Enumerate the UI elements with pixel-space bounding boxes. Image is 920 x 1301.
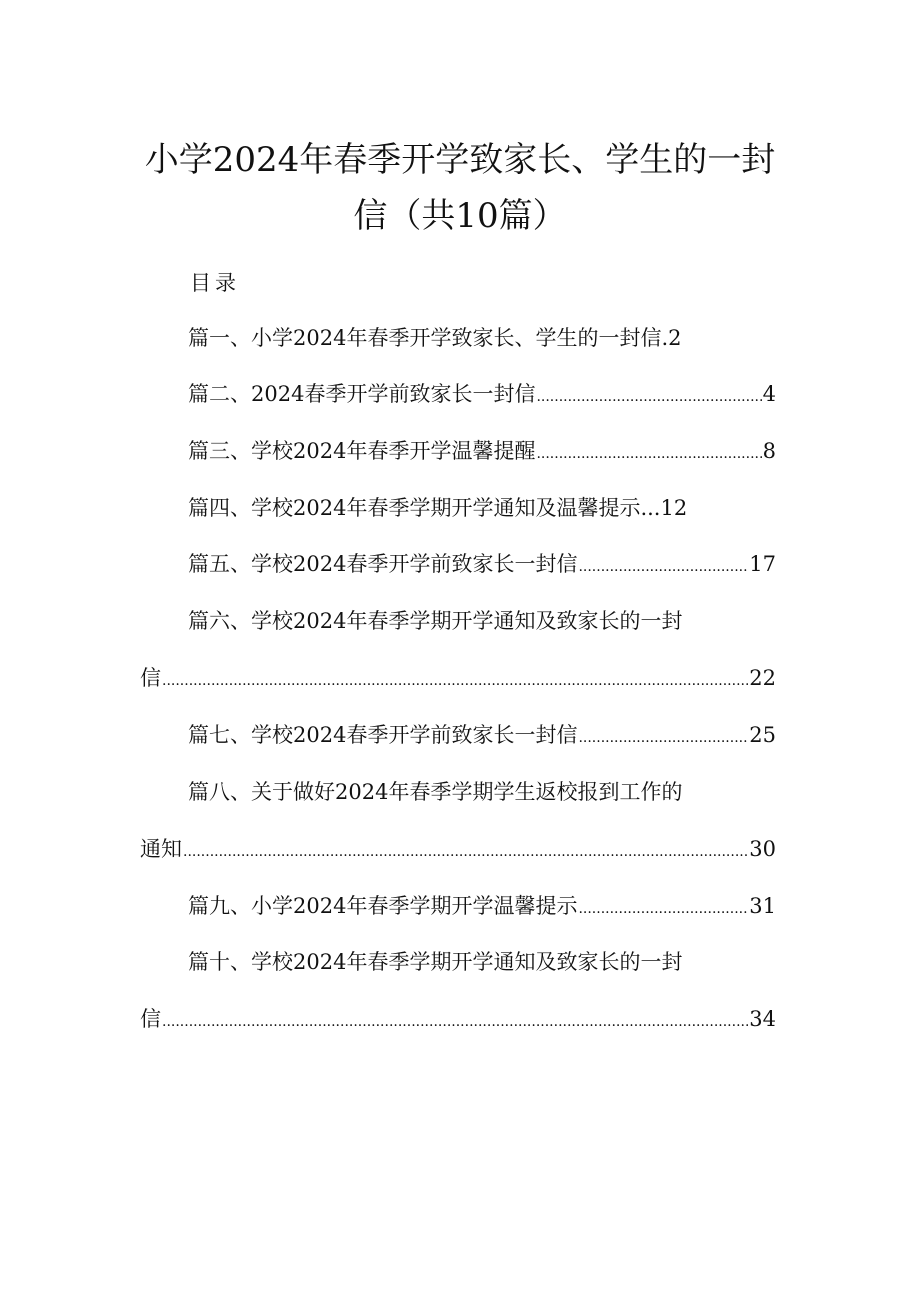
toc-dot-leader bbox=[162, 1003, 748, 1038]
toc-entry-page: 8 bbox=[762, 439, 776, 463]
toc-entry-title: 篇一、小学2024年春季开学致家长、学生的一封信 bbox=[188, 326, 662, 350]
toc-entry-page: 22 bbox=[749, 666, 776, 690]
toc-dot-leader bbox=[183, 833, 748, 868]
toc-entry-title: 篇六、学校2024年春季学期开学通知及致家长的一封 bbox=[188, 609, 683, 633]
toc-entry-page: ...12 bbox=[640, 496, 688, 520]
title-line-1: 小学2024年春季开学致家长、学生的一封 bbox=[144, 140, 776, 180]
title-line-2: 信（共10篇） bbox=[353, 196, 567, 236]
toc-dot-leader bbox=[578, 548, 748, 583]
toc-entry-4[interactable] bbox=[140, 492, 776, 524]
toc-entry-10[interactable] bbox=[140, 946, 776, 978]
toc-entry-5[interactable] bbox=[140, 548, 776, 580]
toc-entry-title: 篇四、学校2024年春季学期开学通知及温馨提示 bbox=[188, 496, 641, 520]
toc-dot-leader bbox=[536, 378, 761, 413]
toc-entry-title: 篇五、学校2024春季开学前致家长一封信 bbox=[188, 552, 578, 576]
toc-entry-page: 31 bbox=[749, 894, 776, 918]
toc-entry-page: 25 bbox=[749, 723, 776, 747]
toc-entry-page: 30 bbox=[749, 837, 776, 861]
toc-entry-page: 17 bbox=[749, 552, 776, 576]
toc-entry-page: 4 bbox=[762, 382, 776, 406]
toc-entry-6[interactable] bbox=[140, 605, 776, 637]
toc-entry-title: 篇九、小学2024年春季学期开学温馨提示 bbox=[188, 894, 578, 918]
toc-entry-page: .2 bbox=[661, 326, 682, 350]
toc-entry-title: 篇十、学校2024年春季学期开学通知及致家长的一封 bbox=[188, 950, 683, 974]
toc-entry-title-continued: 通知 bbox=[140, 837, 182, 861]
toc-entry-1[interactable] bbox=[140, 322, 776, 354]
toc-entry-10-continuation[interactable] bbox=[140, 1003, 776, 1035]
toc-heading: 目录 bbox=[190, 271, 240, 295]
toc-dot-leader bbox=[162, 662, 748, 697]
toc-entry-title: 篇七、学校2024春季开学前致家长一封信 bbox=[188, 723, 578, 747]
toc-entry-title: 篇三、学校2024年春季开学温馨提醒 bbox=[188, 439, 536, 463]
toc-entry-7[interactable] bbox=[140, 719, 776, 751]
toc-entry-title-continued: 信 bbox=[140, 1007, 161, 1031]
toc-dot-leader bbox=[536, 435, 761, 470]
toc-entry-9[interactable] bbox=[140, 890, 776, 922]
toc-entry-title: 篇二、2024春季开学前致家长一封信 bbox=[188, 382, 536, 406]
toc-entry-title-continued: 信 bbox=[140, 666, 161, 690]
toc-dot-leader bbox=[578, 890, 748, 925]
toc-entry-page: 34 bbox=[749, 1007, 776, 1031]
toc-entry-6-continuation[interactable] bbox=[140, 662, 776, 694]
toc-dot-leader bbox=[578, 719, 748, 754]
toc-entry-title: 篇八、关于做好2024年春季学期学生返校报到工作的 bbox=[188, 780, 683, 804]
toc-entry-3[interactable] bbox=[140, 435, 776, 467]
toc-entry-8[interactable] bbox=[140, 776, 776, 808]
toc-entry-8-continuation[interactable] bbox=[140, 833, 776, 865]
toc-entry-2[interactable] bbox=[140, 378, 776, 410]
